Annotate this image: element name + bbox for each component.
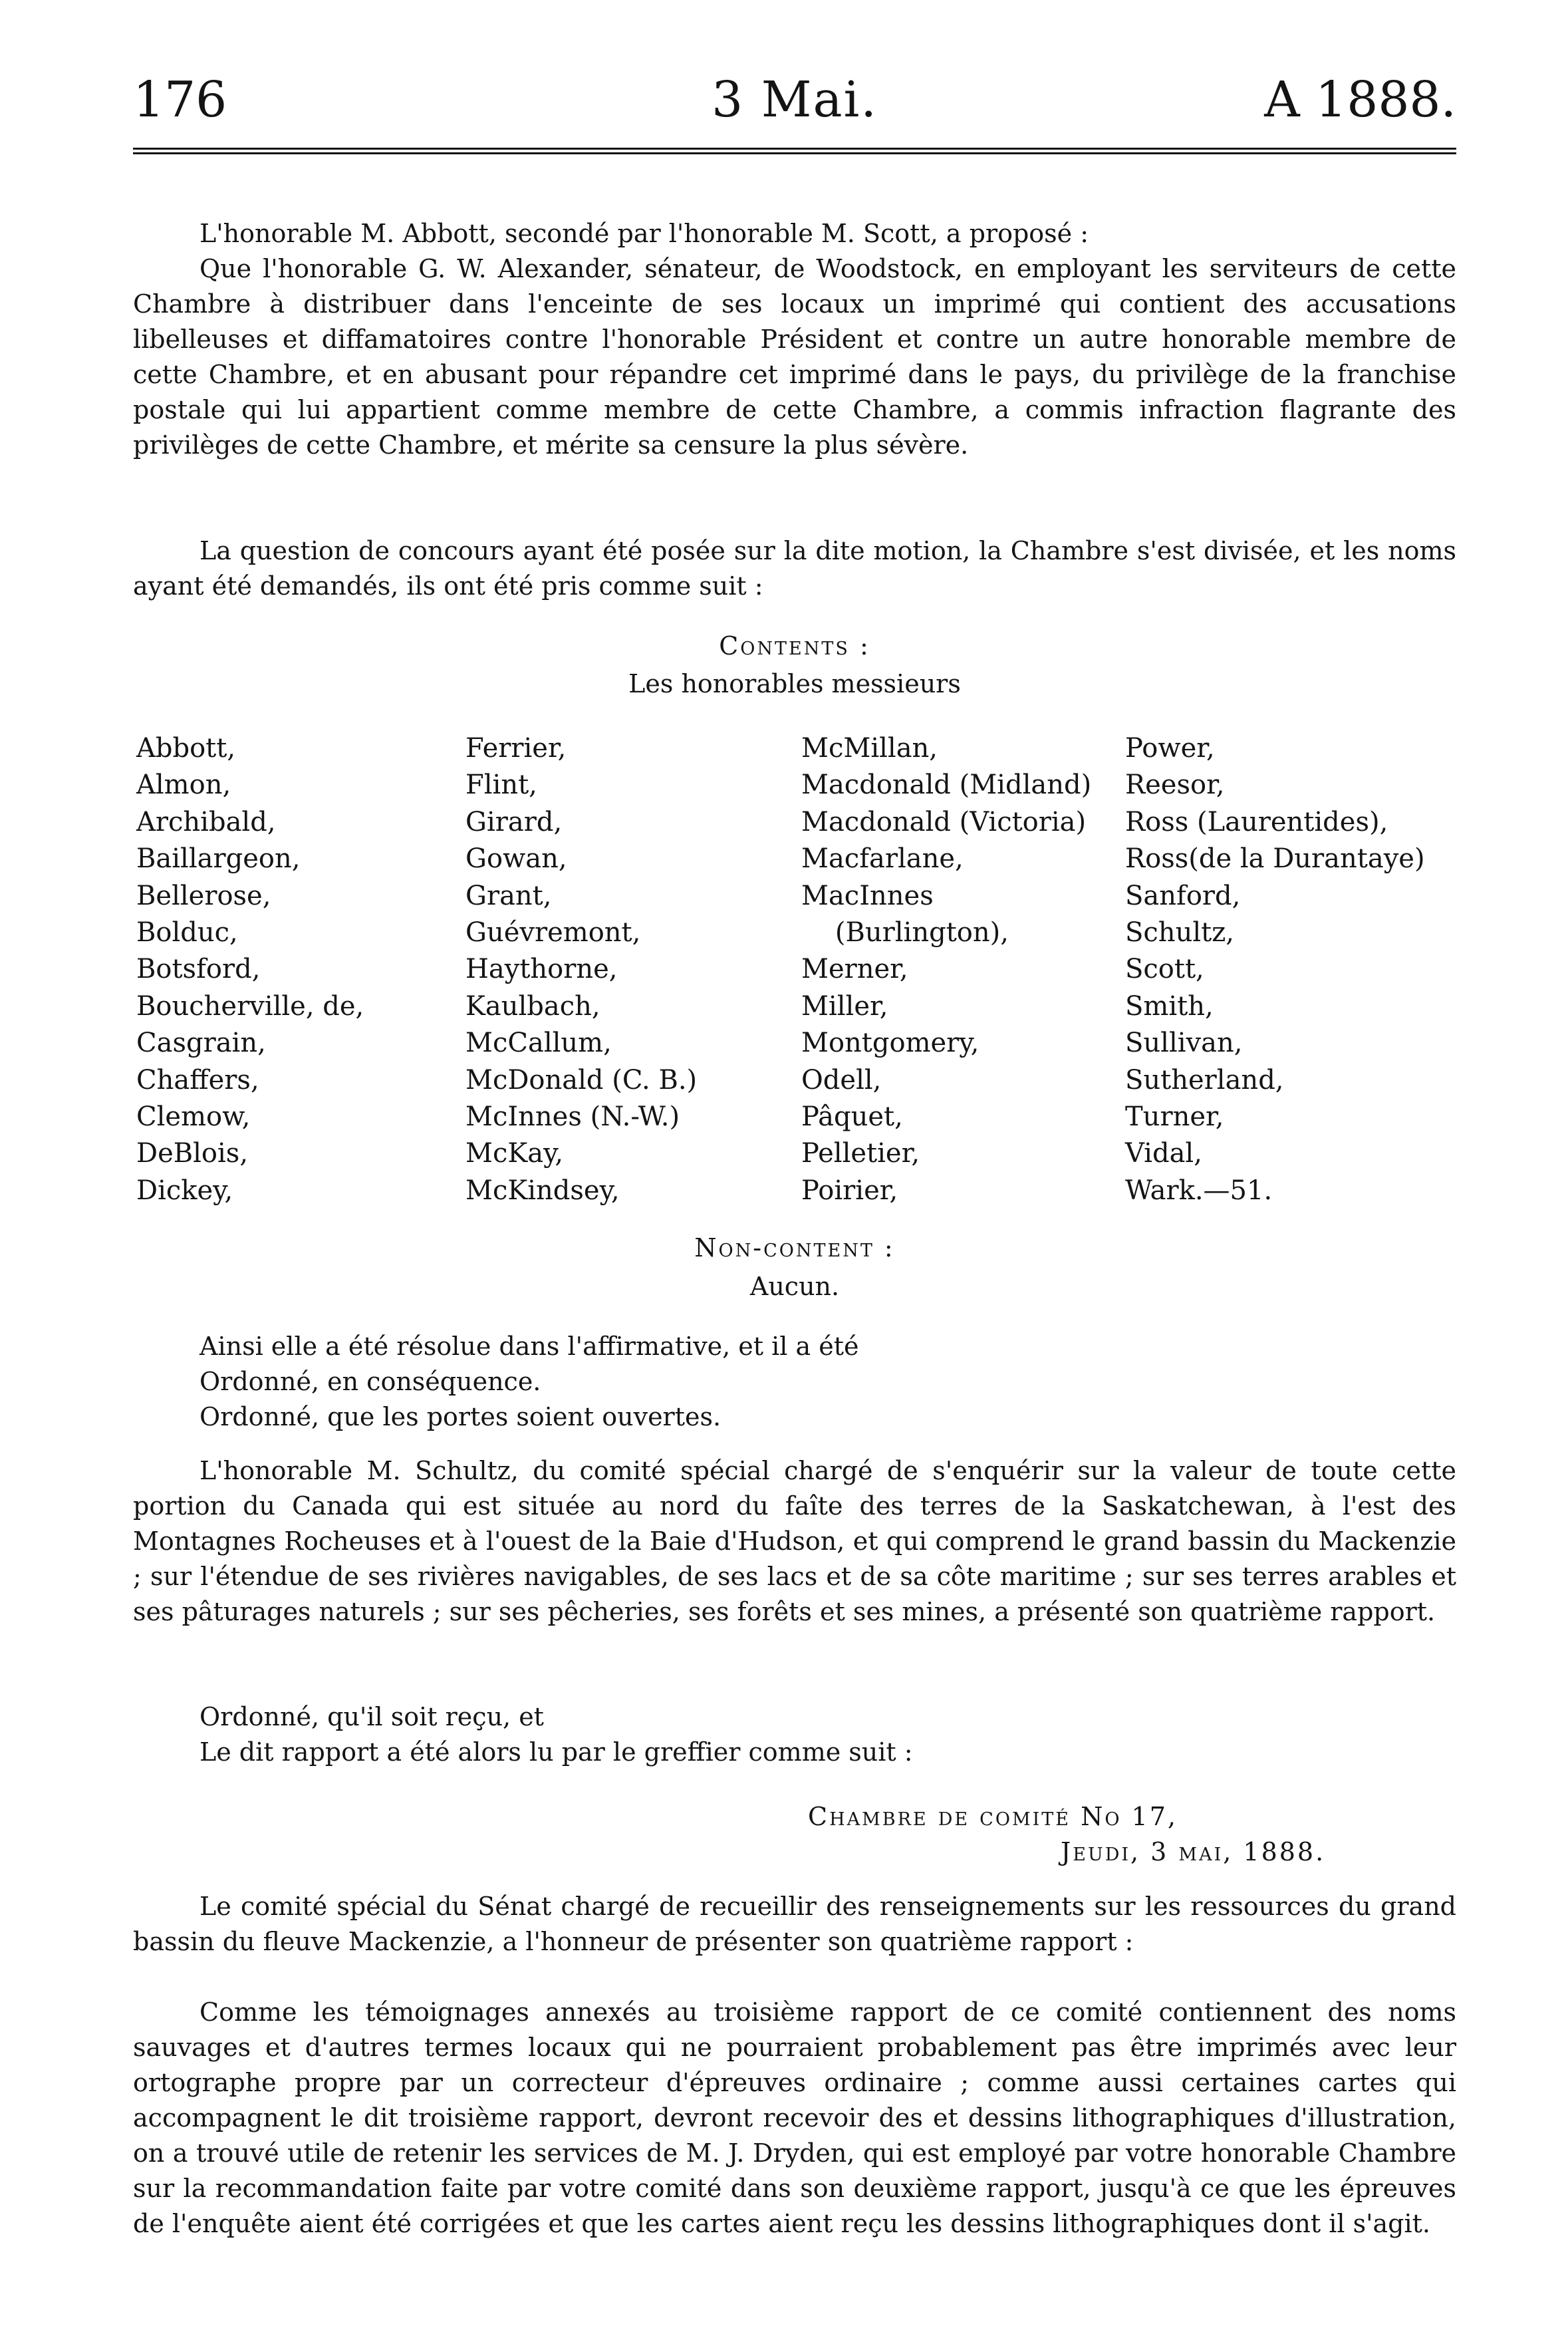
voter-name: Wark.—51.	[1125, 1175, 1273, 1206]
voter-name: Scott,	[1125, 954, 1204, 985]
voter-name: Flint,	[465, 770, 537, 801]
voter-name: Girard,	[465, 806, 563, 837]
voter-name: McInnes (N.-W.)	[465, 1101, 680, 1133]
voter-name: Ferrier,	[465, 733, 567, 764]
running-head-year: A 1888.	[1264, 71, 1456, 128]
document-page	[133, 60, 1456, 2321]
voter-name: Clemow,	[136, 1101, 251, 1133]
voter-name: Schultz,	[1125, 917, 1234, 949]
voter-name: McMillan,	[801, 733, 938, 764]
contents-heading: Contents :	[719, 631, 870, 660]
voter-name: Smith,	[1125, 990, 1214, 1022]
report-date-line: Jeudi, 3 mai, 1888.	[1061, 1837, 1326, 1866]
voter-name: Pâquet,	[801, 1101, 903, 1133]
voter-name: Odell,	[801, 1064, 882, 1096]
voter-name: Macdonald (Midland)	[801, 770, 1092, 801]
contents-names-list	[133, 730, 1456, 1209]
noncontent-heading: Non-content :	[694, 1233, 895, 1262]
voter-name: Haythorne,	[465, 954, 618, 985]
names-column-2	[465, 730, 697, 1209]
voter-name: Bolduc,	[136, 917, 238, 949]
voter-name: Turner,	[1125, 1101, 1224, 1133]
voter-name: Macfarlane,	[801, 843, 964, 875]
voter-name: MacInnes	[801, 880, 934, 911]
voter-name: Sullivan,	[1125, 1028, 1243, 1059]
voter-name: Kaulbach,	[465, 990, 600, 1022]
voter-name: Miller,	[801, 990, 888, 1022]
voter-name: Sutherland,	[1125, 1064, 1284, 1096]
voter-name: McKindsey,	[465, 1175, 620, 1206]
report-body-2: Comme les témoignages annexés au troisième rapport de ce comité contiennent des noms sauvages et d'autres termes locaux qui ne pourraient probablement pas être imprimés avec leur ortographe propre par un correcteur d'épreuves ordinaire ; comme aussi certaines cartes qui accompagnent le dit troisième rapport, devront recevoir des et dessins lithographiques d'illustration, on a trouvé utile de retenir les services de M. J. Dryden, qui est employé par votre honorable Chambre sur la recommandation faite par votre comité dans son deuxième rapport, jusqu'à ce que les épreuves de l'enquête aient été corrigées et que les cartes aient reçu les dessins lithographiques dont il s'agit.	[133, 1997, 1456, 2238]
ordered-line: Ordonné, en conséquence.	[199, 1367, 541, 1396]
voter-name: McCallum,	[465, 1028, 612, 1059]
voter-name: Pelletier,	[801, 1138, 920, 1169]
report-received-line: Ordonné, qu'il soit reçu, et	[199, 1702, 544, 1731]
voter-name: Abbott,	[136, 733, 236, 764]
voter-name: DeBlois,	[136, 1138, 249, 1169]
voter-name: Macdonald (Victoria)	[801, 806, 1087, 837]
voter-name: Sanford,	[1125, 880, 1241, 911]
page-header	[133, 60, 1456, 140]
voter-name: Botsford,	[136, 954, 261, 985]
report-intro: L'honorable M. Schultz, du comité spécial chargé de s'enquérir sur la valeur de toute cette portion du Canada qui est située au nord du faîte des terres de la Saskatchewan, à l'est des Montagnes Rocheuses et à l'ouest de la Baie d'Hudson, et qui comprend le grand bassin du Mackenzie ; sur l'étendue de ses rivières navigables, de ses lacs et de sa côte maritime ; sur ses terres arables et ses pâturages naturels ; sur ses pêcheries, ses forêts et ses mines, a présenté son quatrième rapport.	[133, 1456, 1456, 1626]
voter-name: Almon,	[136, 770, 231, 801]
voter-name: Ross (Laurentides),	[1125, 806, 1388, 837]
voter-name: Ross(de la Durantaye)	[1125, 843, 1425, 875]
voter-name: Montgomery,	[801, 1028, 980, 1059]
voter-name: Bellerose,	[136, 880, 271, 911]
page-number: 176	[133, 71, 227, 128]
committee-room-line: Chambre de comité No 17,	[808, 1802, 1178, 1831]
report-body-1: Le comité spécial du Sénat chargé de recueillir des renseignements sur les ressources du grand bassin du fleuve Mackenzie, a l'honneur de présenter son quatrième rapport :	[133, 1892, 1456, 1956]
voter-name: Poirier,	[801, 1175, 898, 1206]
header-double-rule	[133, 148, 1456, 154]
names-column-1	[136, 730, 364, 1209]
motion-intro: L'honorable M. Abbott, secondé par l'honorable M. Scott, a proposé :	[199, 219, 1089, 248]
voter-name: Power,	[1125, 733, 1215, 764]
voter-name: Boucherville, de,	[136, 990, 364, 1022]
report-read-line: Le dit rapport a été alors lu par le greffier comme suit :	[199, 1737, 913, 1767]
names-column-4	[1125, 730, 1425, 1209]
voter-name: (Burlington),	[801, 917, 1009, 949]
voter-name: Guévremont,	[465, 917, 641, 949]
voter-name: McDonald (C. B.)	[465, 1064, 698, 1096]
names-column-3	[801, 730, 1091, 1209]
running-head-date: 3 Mai.	[712, 71, 878, 128]
ordered-doors-line: Ordonné, que les portes soient ouvertes.	[199, 1402, 721, 1431]
voter-name: Casgrain,	[136, 1028, 266, 1059]
motion-text: Que l'honorable G. W. Alexander, sénateur, de Woodstock, en employant les serviteurs de cette Chambre à distribuer dans l'enceinte de ses locaux un imprimé qui contient des accusations libelleuses et diffamatoires contre l'honorable Président et contre un autre honorable membre de cette Chambre, et en abusant pour répandre cet imprimé dans le pays, du privilège de la franchise postale qui lui appartient comme membre de cette Chambre, a commis infraction flagrante des privilèges de cette Chambre, et mérite sa censure la plus sévère.	[133, 254, 1456, 460]
voter-name: Dickey,	[136, 1175, 233, 1206]
division-text: La question de concours ayant été posée sur la dite motion, la Chambre s'est divisée, et les noms ayant été demandés, ils ont été pris comme suit :	[133, 536, 1456, 601]
voter-name: Baillargeon,	[136, 843, 301, 875]
voter-name: McKay,	[465, 1138, 564, 1169]
voter-name: Gowan,	[465, 843, 567, 875]
voter-name: Chaffers,	[136, 1064, 259, 1096]
voter-name: Vidal,	[1125, 1138, 1202, 1169]
contents-subheading: Les honorables messieurs	[628, 669, 961, 698]
voter-name: Reesor,	[1125, 770, 1225, 801]
voter-name: Archibald,	[136, 806, 276, 837]
voter-name: Grant,	[465, 880, 552, 911]
noncontent-value: Aucun.	[749, 1272, 840, 1301]
resolution-line: Ainsi elle a été résolue dans l'affirmative, et il a été	[199, 1332, 859, 1361]
voter-name: Merner,	[801, 954, 908, 985]
